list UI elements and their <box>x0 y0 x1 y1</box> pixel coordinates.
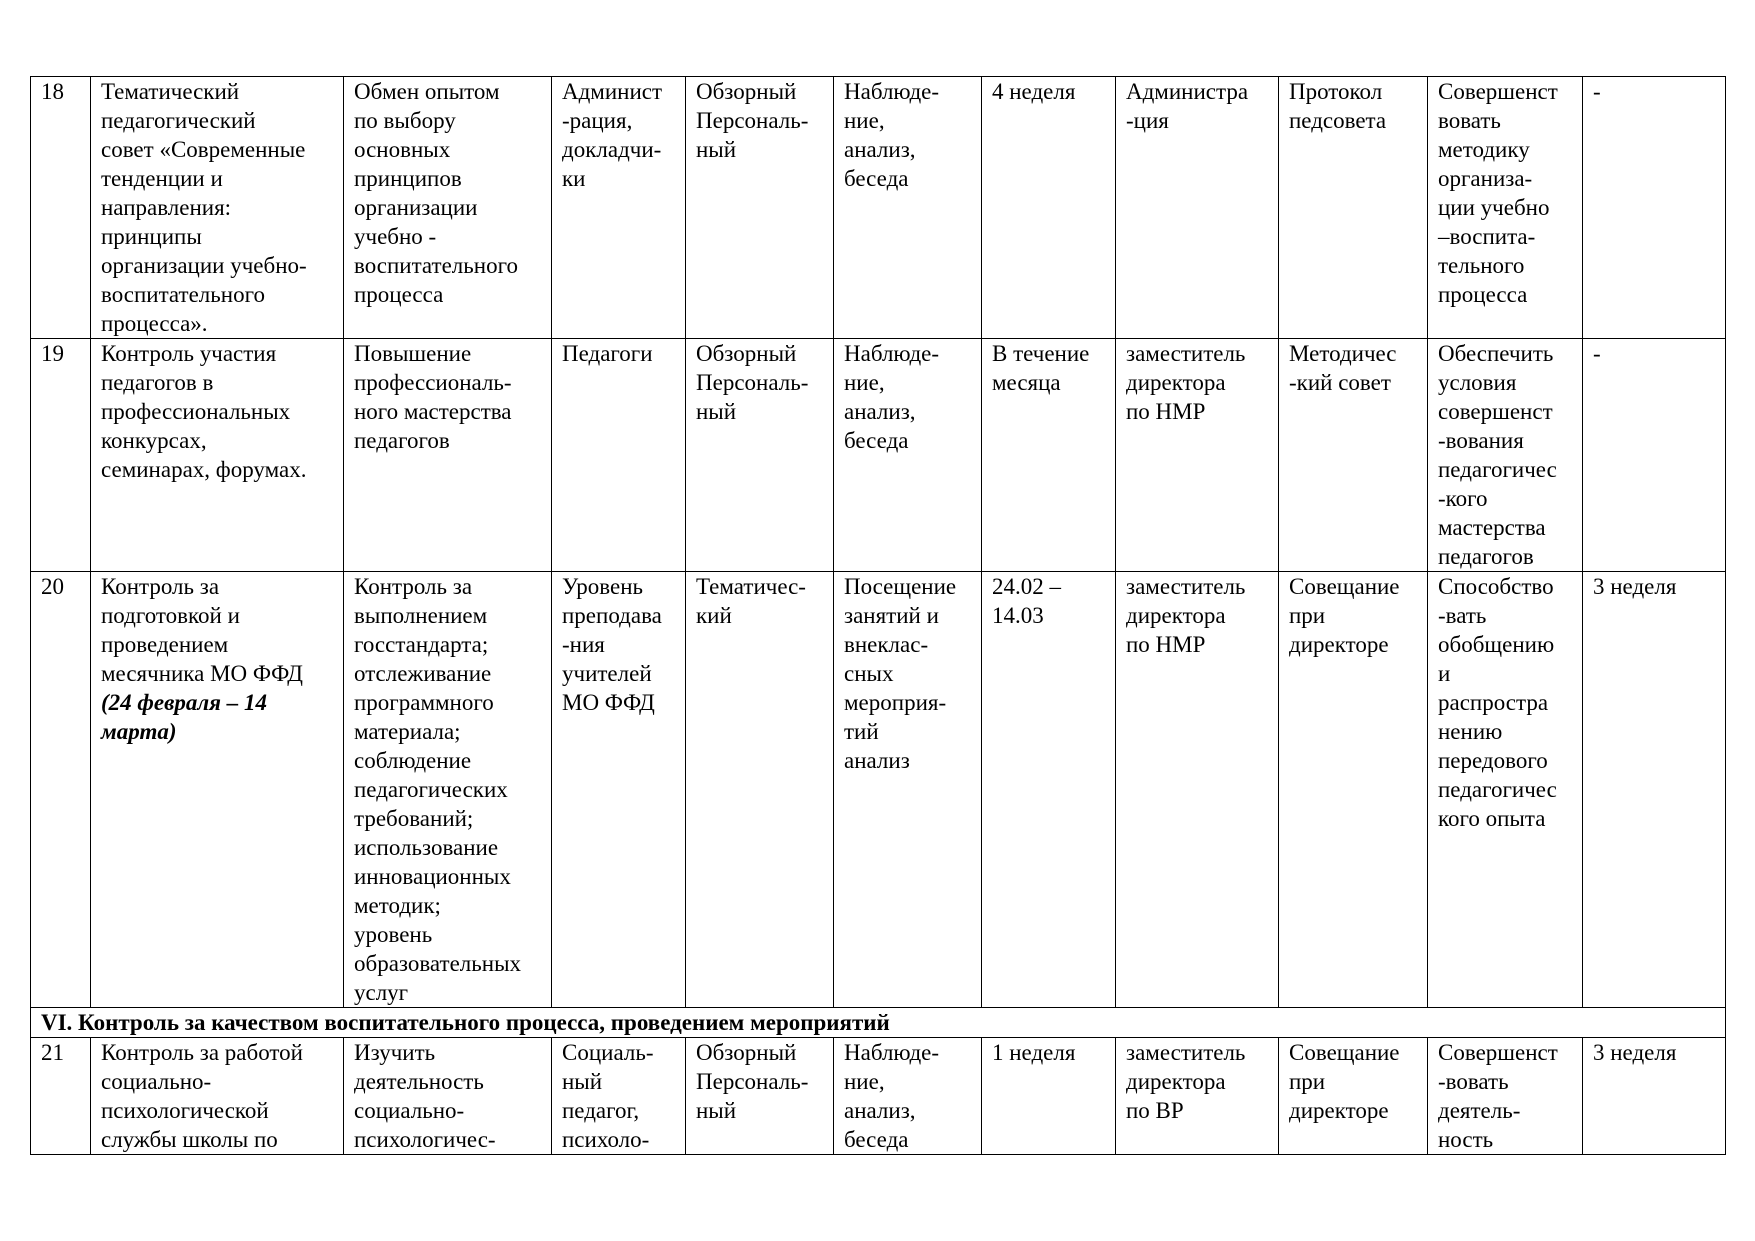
control-plan-table <box>30 76 1726 1155</box>
cell-repeat: 3 неделя <box>1583 1038 1726 1155</box>
cell-decision: Обеспечить условия совершенст -вования педагогичес -кого мастерства педагогов <box>1428 339 1583 572</box>
cell-method: Посещение занятий и внеклас- сных мероприя- тий анализ <box>834 572 982 1008</box>
cell-object: Социаль- ный педагог, психоло- <box>552 1038 686 1155</box>
cell-period: 1 неделя <box>982 1038 1116 1155</box>
cell-method: Наблюде- ние, анализ, беседа <box>834 77 982 339</box>
cell-decision: Способство -вать обобщению и распростра нению передового педагогичес кого опыта <box>1428 572 1583 1008</box>
cell-decision: Совершенст -вовать деятель- ность <box>1428 1038 1583 1155</box>
cell-result: Совещание при директоре <box>1279 572 1428 1008</box>
cell-number: 20 <box>31 572 91 1008</box>
cell-responsible: заместитель директора по НМР <box>1116 339 1279 572</box>
cell-object: Педагоги <box>552 339 686 572</box>
cell-result: Протокол педсовета <box>1279 77 1428 339</box>
cell-period: 24.02 – 14.03 <box>982 572 1116 1008</box>
cell-type: Тематичес- кий <box>686 572 834 1008</box>
event-text: Контроль за подготовкой и проведением месячника МО ФФД <box>101 574 303 686</box>
cell-event: Контроль за работой социально- психологической службы школы по <box>91 1038 344 1155</box>
cell-type: Обзорный Персональ- ный <box>686 339 834 572</box>
cell-object: Уровень преподава -ния учителей МО ФФД <box>552 572 686 1008</box>
section-title: VI. Контроль за качеством воспитательного процесса, проведением мероприятий <box>31 1008 1726 1038</box>
cell-goal: Обмен опытом по выбору основных принципов организации учебно - воспитательного процесса <box>344 77 552 339</box>
cell-type: Обзорный Персональ- ный <box>686 1038 834 1155</box>
cell-result: Методичес -кий совет <box>1279 339 1428 572</box>
cell-number: 19 <box>31 339 91 572</box>
cell-decision: Совершенст вовать методику организа- ции учебно –воспита- тельного процесса <box>1428 77 1583 339</box>
event-dates-emphasis: (24 февраля – 14 марта) <box>101 690 268 744</box>
cell-event <box>91 572 344 1008</box>
table-row <box>31 339 1726 572</box>
table-row <box>31 77 1726 339</box>
section-header-row <box>31 1008 1726 1038</box>
cell-event: Тематический педагогический совет «Современные тенденции и направления: принципы организации учебно- воспитательного процесса». <box>91 77 344 339</box>
cell-event: Контроль участия педагогов в профессиональных конкурсах, семинарах, форумах. <box>91 339 344 572</box>
cell-repeat: 3 неделя <box>1583 572 1726 1008</box>
cell-responsible: заместитель директора по ВР <box>1116 1038 1279 1155</box>
cell-period: В течение месяца <box>982 339 1116 572</box>
cell-object: Админист -рация, докладчи- ки <box>552 77 686 339</box>
cell-type: Обзорный Персональ- ный <box>686 77 834 339</box>
cell-goal: Изучить деятельность социально- психологичес- <box>344 1038 552 1155</box>
cell-result: Совещание при директоре <box>1279 1038 1428 1155</box>
cell-repeat: - <box>1583 77 1726 339</box>
cell-number: 18 <box>31 77 91 339</box>
table-row <box>31 572 1726 1008</box>
cell-responsible: Администра -ция <box>1116 77 1279 339</box>
cell-method: Наблюде- ние, анализ, беседа <box>834 1038 982 1155</box>
cell-period: 4 неделя <box>982 77 1116 339</box>
cell-method: Наблюде- ние, анализ, беседа <box>834 339 982 572</box>
cell-number: 21 <box>31 1038 91 1155</box>
table-row <box>31 1038 1726 1155</box>
cell-goal: Контроль за выполнением госстандарта; отслеживание программного материала; соблюдение педагогических требований; использование инновационных методик; уровень образовательных услуг <box>344 572 552 1008</box>
cell-responsible: заместитель директора по НМР <box>1116 572 1279 1008</box>
cell-goal: Повышение профессиональ- ного мастерства педагогов <box>344 339 552 572</box>
cell-repeat: - <box>1583 339 1726 572</box>
